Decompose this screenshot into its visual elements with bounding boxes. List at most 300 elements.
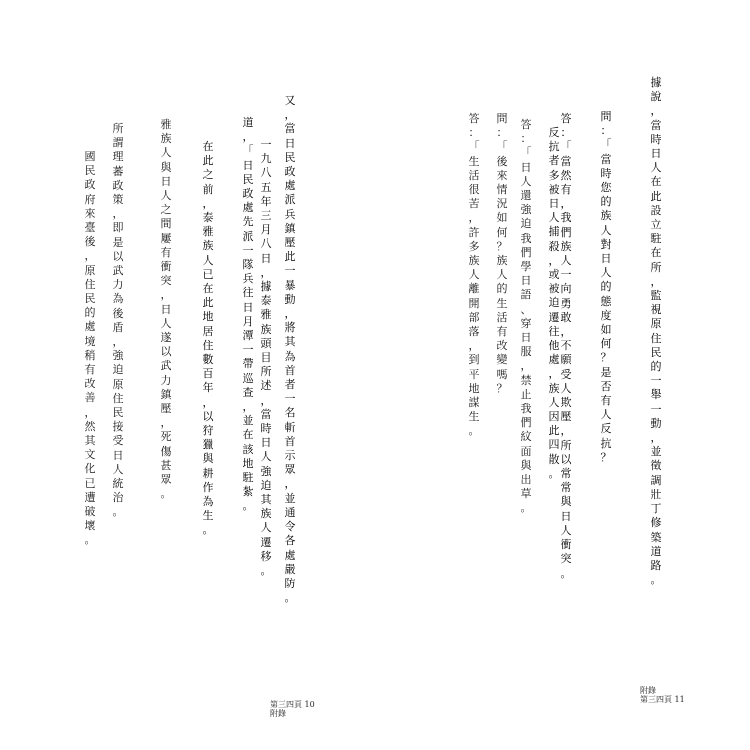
- glyph: 並: [284, 491, 296, 505]
- glyph: 一: [650, 402, 662, 416]
- glyph: 然: [84, 419, 96, 433]
- glyph: 。: [242, 499, 254, 513]
- glyph: 人: [112, 462, 124, 476]
- glyph: 否: [600, 379, 612, 393]
- glyph: 政: [112, 178, 124, 192]
- glyph: 苦: [468, 197, 480, 211]
- glyph: 日: [160, 174, 172, 188]
- glyph: ：: [468, 126, 480, 140]
- glyph: 多: [548, 168, 560, 182]
- glyph: 我: [560, 211, 572, 225]
- glyph: 政: [284, 165, 296, 179]
- glyph: 武: [160, 359, 172, 373]
- glyph: 臺: [84, 221, 96, 235]
- glyph: 當: [284, 122, 296, 136]
- glyph: 族: [496, 254, 508, 268]
- glyph: 居: [202, 324, 214, 338]
- glyph: ，: [112, 335, 124, 349]
- glyph: 四: [548, 438, 560, 452]
- glyph: 在: [202, 282, 214, 296]
- glyph: 已: [202, 267, 214, 281]
- glyph: 答: [468, 112, 480, 125]
- glyph: 數: [202, 353, 214, 367]
- glyph: ，: [650, 431, 662, 445]
- glyph: 向: [560, 282, 572, 296]
- glyph: 人: [260, 521, 272, 535]
- glyph: 變: [496, 353, 508, 367]
- glyph: 對: [600, 237, 612, 251]
- glyph: 據: [650, 76, 662, 89]
- glyph: 抗: [548, 140, 560, 154]
- glyph: 日: [520, 331, 532, 345]
- glyph: 然: [560, 168, 572, 182]
- glyph: 首: [284, 434, 296, 448]
- glyph: 迫: [260, 478, 272, 492]
- glyph: 受: [560, 367, 572, 381]
- glyph: 以: [112, 249, 124, 263]
- glyph: 首: [284, 363, 296, 377]
- glyph: 人: [202, 253, 214, 267]
- glyph: 八: [260, 166, 272, 180]
- glyph: 民: [112, 406, 124, 420]
- glyph: 境: [84, 334, 96, 348]
- glyph: 紮: [242, 485, 254, 499]
- glyph: 以: [160, 345, 172, 359]
- glyph: 死: [160, 430, 172, 444]
- glyph: ？: [600, 351, 612, 365]
- glyph: 人: [560, 381, 572, 395]
- glyph: 處: [548, 353, 560, 367]
- glyph: 的: [650, 360, 662, 374]
- glyph: 在: [650, 175, 662, 189]
- right-page-column-5: [520, 118, 532, 516]
- glyph: 立: [650, 218, 662, 232]
- glyph: 為: [284, 349, 296, 363]
- glyph: 此: [650, 189, 662, 203]
- glyph: 處: [242, 201, 254, 215]
- glyph: 們: [520, 245, 532, 259]
- left-page-column-7: [84, 150, 96, 548]
- glyph: ，: [650, 104, 662, 118]
- glyph: 日: [160, 302, 172, 316]
- glyph: 壓: [560, 410, 572, 424]
- glyph: 即: [112, 221, 124, 235]
- glyph: ，: [242, 400, 254, 414]
- glyph: 嗎: [496, 367, 508, 381]
- glyph: 住: [202, 338, 214, 352]
- glyph: 之: [202, 168, 214, 182]
- glyph: 往: [242, 286, 254, 300]
- glyph: 處: [284, 548, 296, 562]
- glyph: 紋: [520, 430, 532, 444]
- glyph: 舉: [650, 388, 662, 402]
- glyph: ，: [520, 359, 532, 373]
- glyph: 隊: [242, 258, 254, 272]
- glyph: ，: [560, 197, 572, 211]
- glyph: 視: [650, 303, 662, 317]
- glyph: 暴: [284, 278, 296, 292]
- glyph: 族: [260, 507, 272, 521]
- glyph: 日: [284, 136, 296, 150]
- glyph: 況: [496, 197, 508, 211]
- glyph: 者: [548, 154, 560, 168]
- glyph: 或: [548, 268, 560, 282]
- glyph: 人: [548, 211, 560, 225]
- glyph: 的: [600, 195, 612, 209]
- glyph: 巡: [242, 371, 254, 385]
- glyph: 遷: [260, 535, 272, 549]
- glyph: 答: [560, 112, 572, 125]
- glyph: 「: [496, 140, 508, 154]
- glyph: 何: [496, 225, 508, 239]
- glyph: 名: [284, 406, 296, 420]
- glyph: 族: [548, 381, 560, 395]
- right-page-column-1: [650, 76, 662, 587]
- glyph: 人: [260, 450, 272, 464]
- glyph: 屢: [160, 231, 172, 245]
- glyph: 開: [468, 296, 480, 310]
- glyph: 所: [650, 260, 662, 274]
- glyph: 。: [560, 566, 572, 580]
- glyph: 原: [84, 263, 96, 277]
- glyph: ，: [84, 249, 96, 263]
- glyph: 答: [520, 118, 532, 131]
- glyph: 百: [202, 367, 214, 381]
- glyph: 五: [260, 180, 272, 194]
- glyph: ，: [260, 265, 272, 279]
- glyph: 蕃: [112, 164, 124, 178]
- glyph: 三: [260, 209, 272, 223]
- glyph: 監: [650, 289, 662, 303]
- glyph: 壯: [650, 487, 662, 501]
- glyph: 日: [650, 147, 662, 161]
- glyph: 常: [560, 481, 572, 495]
- glyph: 力: [160, 373, 172, 387]
- glyph: ，: [468, 211, 480, 225]
- glyph: 為: [202, 495, 214, 509]
- glyph: 一: [242, 243, 254, 257]
- glyph: 「: [600, 138, 612, 152]
- gutter: [375, 0, 376, 750]
- glyph: 日: [600, 252, 612, 266]
- glyph: 在: [650, 246, 662, 260]
- left-page-folio: [270, 700, 315, 718]
- glyph: 生: [468, 154, 480, 168]
- right-page-column-3: [560, 112, 572, 581]
- glyph: 人: [560, 523, 572, 537]
- glyph: 所: [112, 122, 124, 135]
- glyph: 受: [112, 434, 124, 448]
- glyph: 。: [520, 501, 532, 515]
- glyph: 人: [160, 189, 172, 203]
- glyph: 族: [468, 254, 480, 268]
- glyph: 眾: [284, 463, 296, 477]
- glyph: 時: [600, 166, 612, 180]
- glyph: 。: [260, 564, 272, 578]
- glyph: 還: [520, 189, 532, 203]
- glyph: ，: [284, 477, 296, 491]
- glyph: 們: [560, 225, 572, 239]
- glyph: 該: [242, 442, 254, 456]
- glyph: 。: [84, 533, 96, 547]
- glyph: 各: [284, 534, 296, 548]
- glyph: 已: [84, 476, 96, 490]
- glyph: 派: [242, 229, 254, 243]
- glyph: 問: [496, 112, 508, 125]
- glyph: 人: [520, 174, 532, 188]
- glyph: 往: [548, 324, 560, 338]
- glyph: 是: [112, 235, 124, 249]
- glyph: 如: [600, 323, 612, 337]
- glyph: 策: [112, 193, 124, 207]
- glyph: 治: [112, 491, 124, 505]
- glyph: 如: [496, 211, 508, 225]
- glyph: ，: [284, 307, 296, 321]
- glyph: 壓: [284, 236, 296, 250]
- glyph: ，: [284, 108, 296, 122]
- glyph: 有: [600, 394, 612, 408]
- glyph: ，: [242, 130, 254, 144]
- glyph: 當: [260, 407, 272, 421]
- glyph: 間: [160, 217, 172, 231]
- glyph: 移: [260, 549, 272, 563]
- glyph: 、: [520, 302, 532, 316]
- glyph: ，: [548, 367, 560, 381]
- glyph: 前: [202, 182, 214, 196]
- left-folio-line-2: 附錄: [270, 709, 286, 718]
- glyph: 強: [112, 349, 124, 363]
- glyph: ，: [468, 339, 480, 353]
- glyph: 生: [202, 509, 214, 523]
- glyph: 所: [260, 365, 272, 379]
- glyph: 鎮: [160, 387, 172, 401]
- glyph: 日: [112, 448, 124, 462]
- glyph: 人: [496, 268, 508, 282]
- glyph: 與: [160, 160, 172, 174]
- glyph: 以: [202, 409, 214, 423]
- glyph: 衝: [560, 538, 572, 552]
- glyph: ，: [112, 207, 124, 221]
- glyph: 遭: [84, 490, 96, 504]
- glyph: 雅: [160, 118, 172, 131]
- glyph: 活: [468, 168, 480, 182]
- glyph: 一: [242, 343, 254, 357]
- glyph: ，: [160, 288, 172, 302]
- glyph: 動: [284, 292, 296, 306]
- glyph: ：: [560, 126, 572, 140]
- glyph: ：: [496, 126, 508, 140]
- glyph: 示: [284, 449, 296, 463]
- glyph: 原: [650, 317, 662, 331]
- glyph: 「: [560, 140, 572, 154]
- glyph: 度: [600, 308, 612, 322]
- glyph: 月: [260, 223, 272, 237]
- glyph: 獵: [202, 438, 214, 452]
- left-page-column-1: [284, 94, 296, 605]
- glyph: 之: [160, 203, 172, 217]
- glyph: 。: [284, 591, 296, 605]
- glyph: 日: [260, 251, 272, 265]
- glyph: ，: [650, 274, 662, 288]
- glyph: 人: [160, 316, 172, 330]
- glyph: 改: [84, 377, 96, 391]
- glyph: 後: [84, 235, 96, 249]
- glyph: 多: [468, 239, 480, 253]
- glyph: 壞: [84, 519, 96, 533]
- glyph: 人: [548, 395, 560, 409]
- glyph: ，: [560, 325, 572, 339]
- glyph: 強: [520, 203, 532, 217]
- glyph: ：: [600, 124, 612, 138]
- glyph: 捕: [548, 225, 560, 239]
- glyph: 調: [650, 473, 662, 487]
- glyph: 將: [284, 321, 296, 335]
- glyph: 八: [260, 237, 272, 251]
- glyph: 有: [560, 183, 572, 197]
- glyph: 兵: [284, 207, 296, 221]
- glyph: 一: [260, 138, 272, 151]
- glyph: 狩: [202, 424, 214, 438]
- right-page-column-2: [600, 110, 612, 465]
- glyph: 反: [548, 126, 560, 139]
- glyph: ？: [496, 381, 508, 395]
- right-page-folio: [640, 686, 685, 704]
- glyph: 此: [202, 296, 214, 310]
- glyph: 雅: [260, 308, 272, 322]
- glyph: 傷: [160, 444, 172, 458]
- glyph: 泰: [260, 294, 272, 308]
- glyph: 活: [496, 310, 508, 324]
- glyph: 路: [650, 558, 662, 572]
- glyph: 遂: [160, 331, 172, 345]
- glyph: 部: [468, 310, 480, 324]
- glyph: 月: [242, 314, 254, 328]
- glyph: ，: [560, 424, 572, 438]
- glyph: 人: [468, 268, 480, 282]
- glyph: 常: [560, 467, 572, 481]
- glyph: 民: [284, 150, 296, 164]
- glyph: 當: [650, 118, 662, 132]
- glyph: 的: [600, 280, 612, 294]
- glyph: ，: [548, 253, 560, 267]
- glyph: 謀: [468, 396, 480, 410]
- glyph: 突: [560, 552, 572, 566]
- glyph: 到: [468, 353, 480, 367]
- glyph: 善: [84, 391, 96, 405]
- left-page-column-4: [202, 140, 214, 538]
- glyph: 他: [548, 339, 560, 353]
- glyph: 又: [284, 94, 296, 107]
- glyph: 以: [560, 452, 572, 466]
- glyph: 面: [520, 444, 532, 458]
- glyph: 族: [600, 209, 612, 223]
- glyph: ，: [160, 416, 172, 430]
- glyph: 通: [284, 505, 296, 519]
- glyph: 接: [112, 420, 124, 434]
- glyph: 潭: [242, 329, 254, 343]
- glyph: ？: [496, 239, 508, 253]
- glyph: 為: [112, 292, 124, 306]
- left-folio-line-1: 第三四頁 10: [270, 700, 315, 709]
- glyph: 政: [84, 178, 96, 192]
- glyph: 願: [560, 353, 572, 367]
- glyph: 改: [496, 339, 508, 353]
- right-folio-line-1: 附錄: [640, 686, 656, 695]
- glyph: 者: [284, 378, 296, 392]
- glyph: ？: [600, 450, 612, 464]
- glyph: 在: [242, 428, 254, 442]
- glyph: 您: [600, 181, 612, 195]
- glyph: 一: [650, 374, 662, 388]
- glyph: 壓: [160, 402, 172, 416]
- glyph: 述: [260, 379, 272, 393]
- glyph: 駐: [650, 232, 662, 246]
- glyph: 其: [84, 434, 96, 448]
- glyph: 設: [650, 203, 662, 217]
- glyph: 日: [520, 160, 532, 174]
- glyph: 語: [520, 288, 532, 302]
- glyph: 民: [84, 292, 96, 306]
- glyph: 目: [260, 351, 272, 365]
- glyph: ，: [202, 395, 214, 409]
- glyph: 敢: [560, 310, 572, 324]
- glyph: 。: [160, 487, 172, 501]
- right-page-column-4: [548, 126, 560, 481]
- glyph: 民: [84, 164, 96, 178]
- glyph: 一: [560, 268, 572, 282]
- glyph: 們: [520, 416, 532, 430]
- glyph: 地: [202, 310, 214, 324]
- glyph: 族: [202, 239, 214, 253]
- glyph: 後: [112, 306, 124, 320]
- glyph: 日: [260, 436, 272, 450]
- glyph: 耕: [202, 466, 214, 480]
- glyph: 徵: [650, 459, 662, 473]
- glyph: 強: [260, 464, 272, 478]
- glyph: 問: [600, 110, 612, 123]
- glyph: 來: [496, 168, 508, 182]
- glyph: 人: [650, 161, 662, 175]
- glyph: 「: [242, 144, 254, 158]
- glyph: 是: [600, 365, 612, 379]
- glyph: 住: [112, 391, 124, 405]
- glyph: 年: [260, 194, 272, 208]
- glyph: 何: [600, 337, 612, 351]
- glyph: 日: [520, 274, 532, 288]
- glyph: 住: [650, 331, 662, 345]
- glyph: 人: [600, 408, 612, 422]
- glyph: 丁: [650, 502, 662, 516]
- glyph: 地: [468, 381, 480, 395]
- glyph: 民: [242, 172, 254, 186]
- glyph: 政: [242, 187, 254, 201]
- glyph: 衝: [160, 260, 172, 274]
- glyph: 此: [284, 250, 296, 264]
- glyph: 殺: [548, 239, 560, 253]
- glyph: 國: [84, 150, 96, 163]
- glyph: 「: [468, 140, 480, 154]
- glyph: 稍: [84, 348, 96, 362]
- glyph: 武: [112, 264, 124, 278]
- glyph: 統: [112, 477, 124, 491]
- glyph: 民: [650, 345, 662, 359]
- glyph: 令: [284, 520, 296, 534]
- glyph: 人: [160, 146, 172, 160]
- glyph: 。: [548, 466, 560, 480]
- glyph: 此: [548, 424, 560, 438]
- glyph: 。: [468, 424, 480, 438]
- glyph: 理: [112, 150, 124, 164]
